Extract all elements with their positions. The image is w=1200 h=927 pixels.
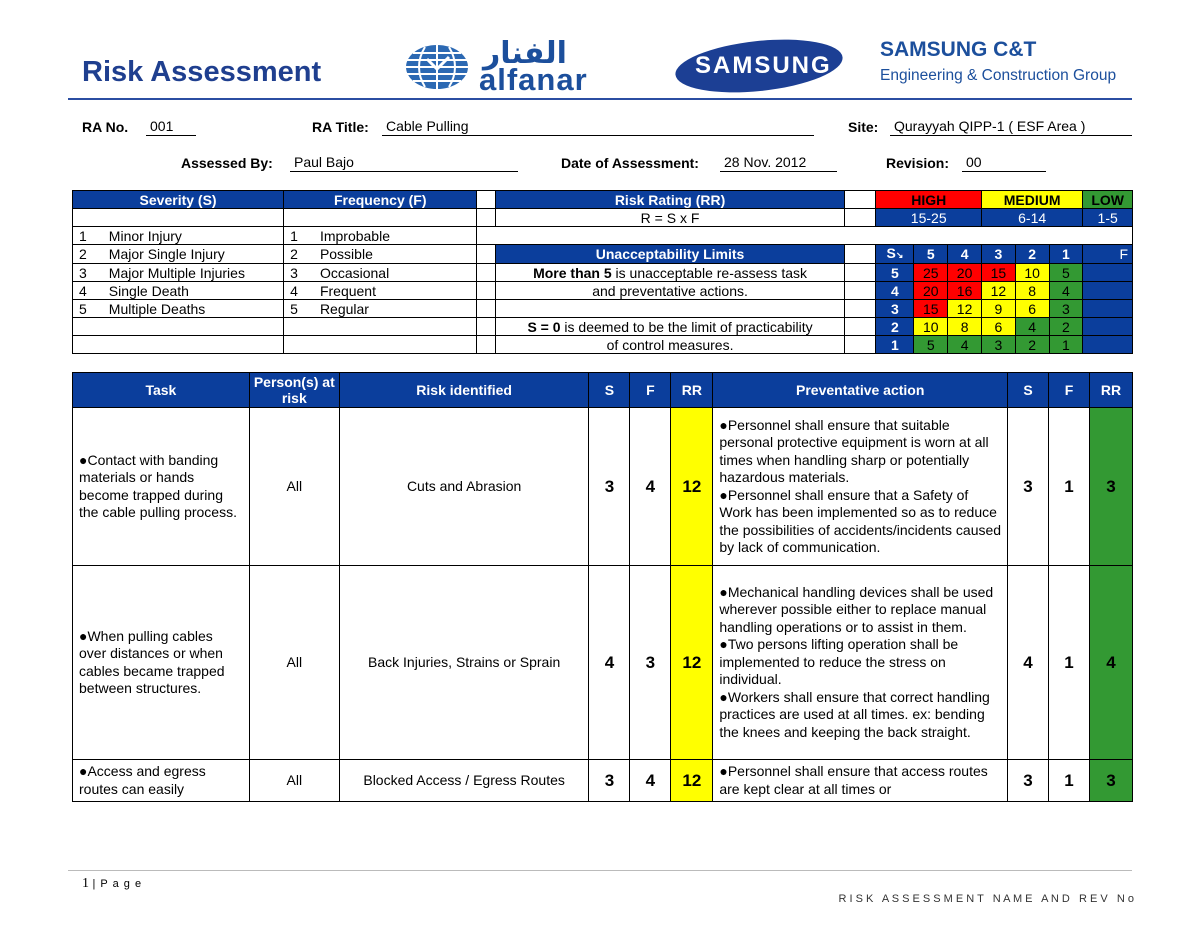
task-cell: ●When pulling cables over distances or when cables became trapped between structures. <box>73 566 250 760</box>
table-row <box>73 566 1133 760</box>
alfanar-arabic-text: الفنار <box>483 36 567 71</box>
risk-rating-header: Risk Rating (RR) <box>496 191 844 209</box>
persons-cell: All <box>249 760 339 802</box>
s-cell: 3 <box>589 408 630 566</box>
grid-cell: 12 <box>948 300 982 318</box>
risk-matrix <box>72 190 1133 354</box>
grid-cell: 5 <box>1049 264 1083 282</box>
ra-no-label: RA No. <box>82 119 129 135</box>
s-cell: 4 <box>589 566 630 760</box>
s-cell: 3 <box>589 760 630 802</box>
rr-cell: 12 <box>671 760 713 802</box>
limits-line-4: of control measures. <box>496 336 844 354</box>
f2-cell: 1 <box>1049 566 1090 760</box>
grid-row-header: 2 <box>876 318 914 336</box>
grid-cell: 25 <box>914 264 948 282</box>
samsung-logo-text: SAMSUNG <box>695 52 832 79</box>
risk-cell: Blocked Access / Egress Routes <box>339 760 589 802</box>
grid-cell: 6 <box>981 318 1015 336</box>
frequency-row: 3 Occasional <box>284 264 477 282</box>
f-cell: 4 <box>630 760 671 802</box>
grid-cell: 9 <box>981 300 1015 318</box>
grid-cell: 3 <box>981 336 1015 354</box>
risk-cell: Cuts and Abrasion <box>339 408 589 566</box>
frequency-row: 2 Possible <box>284 245 477 264</box>
ra-no-field[interactable]: 001 <box>146 118 196 136</box>
grid-cell: 20 <box>948 264 982 282</box>
col-f2: F <box>1049 373 1090 408</box>
severity-row: 2 Major Single Injury <box>73 245 284 264</box>
grid-cell: 15 <box>981 264 1015 282</box>
header-divider <box>68 98 1132 100</box>
revision-field[interactable]: 00 <box>962 154 1046 172</box>
grid-cell: 4 <box>1015 318 1049 336</box>
grid-corner-f: F <box>1083 245 1133 264</box>
s2-cell: 4 <box>1008 566 1049 760</box>
table-row <box>73 760 1133 802</box>
assessed-by-field[interactable]: Paul Bajo <box>290 154 518 172</box>
f2-cell: 1 <box>1049 760 1090 802</box>
rr2-cell: 3 <box>1089 760 1132 802</box>
grid-cell: 3 <box>1049 300 1083 318</box>
grid-col-header: 1 <box>1049 245 1083 264</box>
company-name: SAMSUNG C&T <box>880 38 1037 61</box>
severity-header: Severity (S) <box>73 191 284 209</box>
risk-cell: Back Injuries, Strains or Sprain <box>339 566 589 760</box>
col-f: F <box>630 373 671 408</box>
low-label: LOW <box>1083 191 1133 209</box>
grid-cell: 5 <box>914 336 948 354</box>
grid-row-header: 4 <box>876 282 914 300</box>
date-field[interactable]: 28 Nov. 2012 <box>720 154 837 172</box>
site-label: Site: <box>848 119 879 135</box>
grid-row-header: 3 <box>876 300 914 318</box>
persons-cell: All <box>249 408 339 566</box>
col-s: S <box>589 373 630 408</box>
grid-cell: 16 <box>948 282 982 300</box>
limits-line-1: More than 5 is unacceptable re-assess task <box>496 264 844 282</box>
f-cell: 4 <box>630 408 671 566</box>
low-range: 1-5 <box>1083 209 1133 227</box>
f2-cell: 1 <box>1049 408 1090 566</box>
grid-cell: 12 <box>981 282 1015 300</box>
action-cell: ●Personnel shall ensure that suitable personal protective equipment is worn at all times when handling sharp or potentially hazardous materials. ●Personnel shall ensure that a Safety of Work has been implemented so as to reduce the possibilities of accidents/incidents caused by lack of communication. <box>713 408 1008 566</box>
col-rr2: RR <box>1089 373 1132 408</box>
medium-label: MEDIUM <box>981 191 1082 209</box>
revision-label: Revision: <box>886 155 950 171</box>
grid-cell: 2 <box>1015 336 1049 354</box>
company-subtitle: Engineering & Construction Group <box>880 67 1117 84</box>
col-action: Preventative action <box>713 373 1008 408</box>
task-cell: ●Contact with banding materials or hands become trapped during the cable pulling process. <box>73 408 250 566</box>
footer-divider <box>68 870 1132 871</box>
severity-row: 5 Multiple Deaths <box>73 300 284 318</box>
grid-cell: 1 <box>1049 336 1083 354</box>
severity-row: 1 Minor Injury <box>73 227 284 245</box>
grid-cell: 15 <box>914 300 948 318</box>
grid-row-header: 5 <box>876 264 914 282</box>
grid-cell: 10 <box>914 318 948 336</box>
alfanar-logo <box>403 36 611 97</box>
persons-cell: All <box>249 566 339 760</box>
col-task: Task <box>73 373 250 408</box>
date-label: Date of Assessment: <box>561 155 699 171</box>
ra-title-label: RA Title: <box>312 119 369 135</box>
grid-cell: 8 <box>948 318 982 336</box>
f-cell: 3 <box>630 566 671 760</box>
col-s2: S <box>1008 373 1049 408</box>
alfanar-latin-text: alfanar <box>479 62 588 97</box>
frequency-row: 5 Regular <box>284 300 477 318</box>
rr2-cell: 4 <box>1089 566 1132 760</box>
grid-cell: 8 <box>1015 282 1049 300</box>
col-persons: Person(s) at risk <box>249 373 339 408</box>
s2-cell: 3 <box>1008 760 1049 802</box>
samsung-logo <box>673 38 845 94</box>
page-number: 1 | P a g e <box>82 876 143 891</box>
frequency-header: Frequency (F) <box>284 191 477 209</box>
col-risk: Risk identified <box>339 373 589 408</box>
grid-cell: 10 <box>1015 264 1049 282</box>
grid-corner: S↘ <box>876 245 914 264</box>
footer-doc-name: R I S K A S S E S S M E N T N A M E A N D R E V N o <box>838 893 1134 905</box>
grid-col-header: 3 <box>981 245 1015 264</box>
alfanar-globe-icon <box>403 40 473 94</box>
grid-cell: 20 <box>914 282 948 300</box>
ra-title-field[interactable]: Cable Pulling <box>382 118 814 136</box>
assessed-by-label: Assessed By: <box>181 155 273 171</box>
task-cell: ●Access and egress routes can easily <box>73 760 250 802</box>
site-field[interactable]: Qurayyah QIPP-1 ( ESF Area ) <box>890 118 1132 136</box>
grid-cell: 2 <box>1049 318 1083 336</box>
rr2-cell: 3 <box>1089 408 1132 566</box>
frequency-row: 4 Frequent <box>284 282 477 300</box>
risk-assessment-table <box>72 372 1133 802</box>
medium-range: 6-14 <box>981 209 1082 227</box>
limits-header: Unacceptability Limits <box>496 245 844 264</box>
grid-cell: 4 <box>948 336 982 354</box>
severity-row: 3 Major Multiple Injuries <box>73 264 284 282</box>
grid-col-header: 4 <box>948 245 982 264</box>
table-row <box>73 408 1133 566</box>
rr-cell: 12 <box>671 566 713 760</box>
col-rr: RR <box>671 373 713 408</box>
rr-cell: 12 <box>671 408 713 566</box>
limits-line-3: S = 0 is deemed to be the limit of practicability <box>496 318 844 336</box>
grid-cell: 6 <box>1015 300 1049 318</box>
high-range: 15-25 <box>876 209 982 227</box>
grid-col-header: 5 <box>914 245 948 264</box>
frequency-row: 1 Improbable <box>284 227 477 245</box>
grid-cell: 4 <box>1049 282 1083 300</box>
severity-row: 4 Single Death <box>73 282 284 300</box>
s2-cell: 3 <box>1008 408 1049 566</box>
action-cell: ●Personnel shall ensure that access routes are kept clear at all times or <box>713 760 1008 802</box>
action-cell: ●Mechanical handling devices shall be used wherever possible either to replace manual handling operations or to assist in them. ●Two persons lifting operation shall be implemented to reduce the stress on individual. ●Workers shall ensure that correct handling practices are used at all times. ex: bending the knees and keeping the back straight. <box>713 566 1008 760</box>
grid-col-header: 2 <box>1015 245 1049 264</box>
high-label: HIGH <box>876 191 982 209</box>
limits-line-2: and preventative actions. <box>496 282 844 300</box>
grid-row-header: 1 <box>876 336 914 354</box>
page-title: Risk Assessment <box>82 56 322 88</box>
risk-rating-formula: R = S x F <box>496 209 844 227</box>
